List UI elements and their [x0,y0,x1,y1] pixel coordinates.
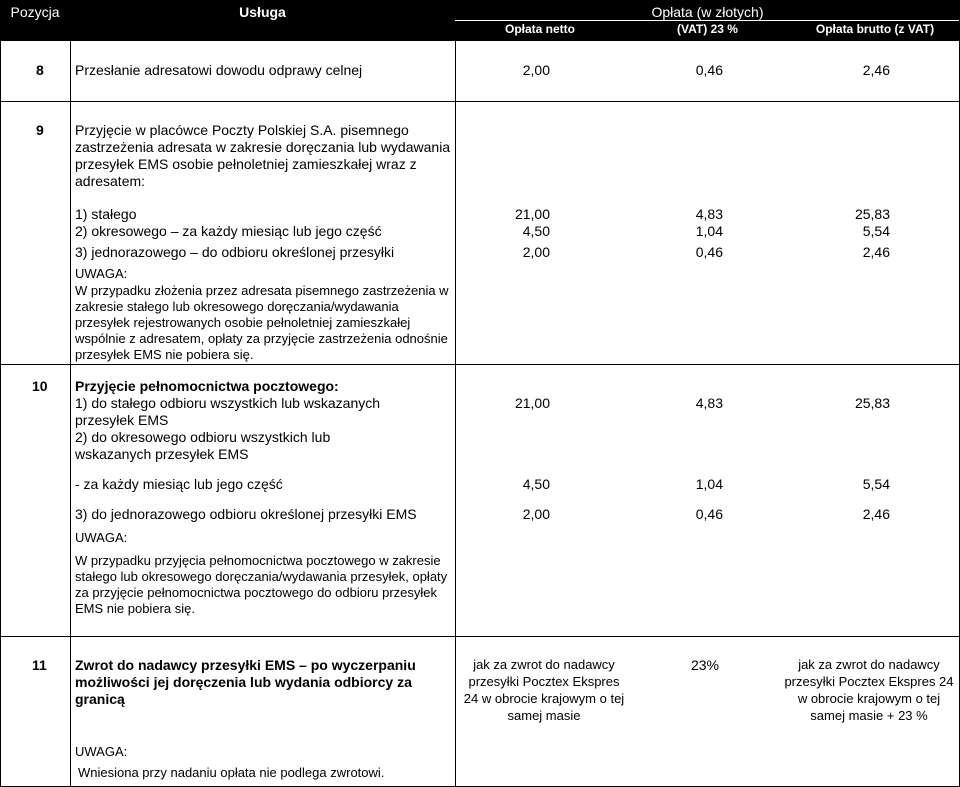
row10-month-brutto: 5,54 [862,476,890,492]
row9-uwaga-label: UWAGA: [75,266,128,281]
row10-month-vat: 1,04 [695,476,723,492]
header-netto: Opłata netto [455,22,625,37]
grid-line [70,41,71,787]
row10-item3-netto: 2,00 [522,506,550,522]
header-vat: (VAT) 23 % [625,22,790,37]
row11-vat: 23% [690,657,720,673]
row10-item3-vat: 0,46 [695,506,723,522]
row11-uwaga-text: Wniesiona przy nadaniu opłata nie podlega zwrotowi. [78,765,385,780]
row9-description: Przyjęcie w placówce Poczty Polskiej S.A. pisemnego zastrzeżenia adresata w zakresie doręczania lub wydawania przesyłek EMS osobie pełnoletniej zamieszkałej wraz z adresatem: [75,122,451,189]
row9-uwaga-text: W przypadku złożenia przez adresata pisemnego zastrzeżenia w zakresie stałego lub okresowego doręczania/wydawania przesyłek rejestrowanych osobie pełnoletniej zamieszkałej wspólnie z adresatem, opłaty za przyjęcie zastrzeżenia odnośnie przesyłek EMS nie pobiera się. [75,283,449,362]
row9-item3-brutto: 2,46 [862,244,890,260]
row9-item3-label: 3) jednorazowego – do odbioru określonej przesyłki [75,244,395,260]
row8-description: Przesłanie adresatowi dowodu odprawy celnej [75,62,363,78]
row8-number: 8 [36,62,44,78]
row11-netto: jak za zwrot do nadawcy przesyłki Pocztex Ekspres 24 w obrocie krajowym o tej samej masie [463,657,625,723]
row9-item1-label: 1) stałego [75,206,137,222]
header-brutto: Opłata brutto (z VAT) [790,22,960,37]
row9-item3-vat: 0,46 [695,244,723,260]
row9-item2-label: 2) okresowego – za każdy miesiąc lub jego część [75,223,382,239]
row10-item2: 2) do okresowego odbioru wszystkich lub wskazanych przesyłek EMS [75,429,331,462]
row10-month: - za każdy miesiąc lub jego część [75,476,283,492]
row10-item3: 3) do jednorazowego odbioru określonej przesyłki EMS [75,506,417,522]
row-divider [0,101,960,102]
header-oplata: Opłata (w złotych) [455,4,960,21]
row9-item2-vat: 1,04 [695,223,723,239]
row10-number: 10 [32,378,48,394]
row-divider [0,364,960,365]
row11-description: Zwrot do nadawcy przesyłki EMS – po wyczerpaniu możliwości jej doręczenia lub wydania odbiorcy za granicą [75,657,416,707]
row8-vat: 0,46 [695,62,723,78]
row10-uwaga-label: UWAGA: [75,530,128,545]
row9-item1-vat: 4,83 [695,206,723,222]
row9-number: 9 [36,122,44,138]
row10-item1-brutto: 25,83 [854,395,890,411]
row11-brutto: jak za zwrot do nadawcy przesyłki Pocztex Ekspres 24 w obrocie krajowym o tej samej masie + 23 % [784,657,954,723]
row9-item1-netto: 21,00 [514,206,550,222]
row10-item1-vat: 4,83 [695,395,723,411]
row8-brutto: 2,46 [862,62,890,78]
row9-item3-netto: 2,00 [522,244,550,260]
row9-item2-brutto: 5,54 [862,223,890,239]
grid-line [0,0,1,787]
row10-item1: 1) do stałego odbioru wszystkich lub wskazanych przesyłek EMS [75,395,381,428]
row9-item1-brutto: 25,83 [854,206,890,222]
row10-month-netto: 4,50 [522,476,550,492]
row10-item3-brutto: 2,46 [862,506,890,522]
header-usluga: Usługa [70,4,455,21]
row11-number: 11 [32,657,47,673]
row10-item1-netto: 21,00 [514,395,550,411]
header-pozycja: Pozycja [0,4,70,21]
row8-netto: 2,00 [522,62,550,78]
row10-title: Przyjęcie pełnomocnictwa pocztowego: [75,378,339,394]
row11-uwaga-label: UWAGA: [75,744,128,759]
row-divider [0,636,960,637]
grid-line [455,41,456,787]
row10-uwaga-text: W przypadku przyjęcia pełnomocnictwa pocztowego w zakresie stałego lub okresowego doręczania/wydawania przesyłek, opłaty za przyjęcie pełnomocnictwa pocztowego do odbioru przesyłek EMS nie pobiera się. [75,553,448,616]
header-divider [455,20,960,21]
row9-item2-netto: 4,50 [522,223,550,239]
